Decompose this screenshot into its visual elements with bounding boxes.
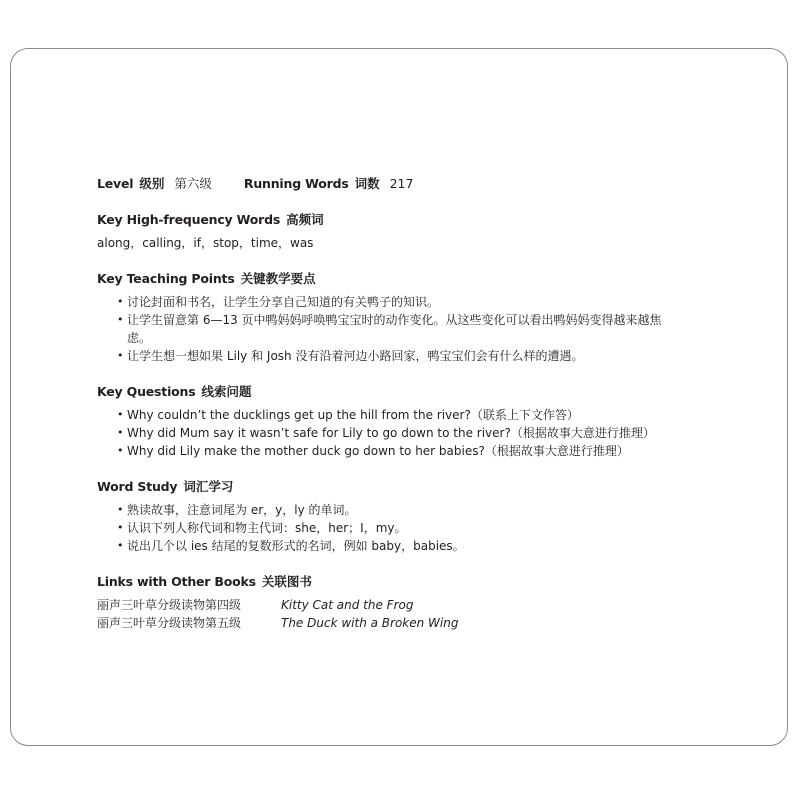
linked-book-series: 丽声三叶草分级读物第四级 bbox=[97, 598, 242, 612]
word-study-section bbox=[97, 478, 737, 555]
level-value: 第六级 bbox=[174, 176, 212, 191]
running-words-value: 217 bbox=[389, 176, 414, 191]
linked-book-row bbox=[97, 614, 737, 632]
list-item: • Why couldn’t the ducklings get up the hill from the river?（联系上下文作答） bbox=[119, 406, 667, 424]
teaching-points-section bbox=[97, 270, 737, 365]
word-study-heading bbox=[97, 478, 737, 496]
questions-title-en: Key Questions bbox=[97, 384, 196, 399]
list-item: • Why did Mum say it wasn’t safe for Lily to go down to the river?（根据故事大意进行推理） bbox=[119, 424, 667, 442]
questions-section bbox=[97, 383, 737, 460]
links-section bbox=[97, 573, 737, 632]
questions-title-zh: 线索问题 bbox=[201, 384, 252, 399]
links-title-zh: 关联图书 bbox=[261, 574, 312, 589]
questions-list bbox=[97, 406, 737, 460]
teaching-guide bbox=[97, 175, 737, 632]
high-frequency-words: along，calling，if，stop，time，was bbox=[97, 236, 314, 250]
links-title-en: Links with Other Books bbox=[97, 574, 256, 589]
linked-book-title: The Duck with a Broken Wing bbox=[281, 616, 459, 630]
teaching-points-heading bbox=[97, 270, 737, 288]
high-frequency-heading bbox=[97, 211, 737, 229]
high-frequency-title-en: Key High-frequency Words bbox=[97, 212, 281, 227]
list-item: • 认识下列人称代词和物主代词：she，her；I，my。 bbox=[119, 519, 667, 537]
linked-book-title: Kitty Cat and the Frog bbox=[281, 598, 414, 612]
level-group bbox=[97, 175, 212, 193]
list-item: • Why did Lily make the mother duck go down to her babies?（根据故事大意进行推理） bbox=[119, 442, 667, 460]
level-label-zh: 级别 bbox=[139, 176, 165, 191]
linked-book-series: 丽声三叶草分级读物第五级 bbox=[97, 616, 242, 630]
teaching-points-title-zh: 关键教学要点 bbox=[240, 271, 316, 286]
high-frequency-section bbox=[97, 211, 737, 252]
word-study-title-zh: 词汇学习 bbox=[183, 479, 234, 494]
meta-row bbox=[97, 175, 737, 193]
teaching-points-title-en: Key Teaching Points bbox=[97, 271, 235, 286]
teaching-points-list bbox=[97, 293, 737, 365]
level-label-en: Level bbox=[97, 176, 134, 191]
word-study-title-en: Word Study bbox=[97, 479, 178, 494]
list-item: • 让学生留意第 6—13 页中鸭妈妈呼唤鸭宝宝时的动作变化。从这些变化可以看出鸭妈妈变得越来越焦虑。 bbox=[119, 311, 667, 347]
linked-book-row bbox=[97, 596, 737, 614]
list-item: • 让学生想一想如果 Lily 和 Josh 没有沿着河边小路回家，鸭宝宝们会有什么样的遭遇。 bbox=[119, 347, 667, 365]
high-frequency-title-zh: 高频词 bbox=[286, 212, 324, 227]
running-words-label-zh: 词数 bbox=[354, 176, 380, 191]
list-item: • 熟读故事，注意词尾为 er，y，ly 的单词。 bbox=[119, 501, 667, 519]
list-item: • 讨论封面和书名，让学生分享自己知道的有关鸭子的知识。 bbox=[119, 293, 667, 311]
list-item: • 说出几个以 ies 结尾的复数形式的名词，例如 baby，babies。 bbox=[119, 537, 667, 555]
running-words-label-en: Running Words bbox=[243, 176, 349, 191]
links-heading bbox=[97, 573, 737, 591]
questions-heading bbox=[97, 383, 737, 401]
running-words-group bbox=[244, 175, 414, 193]
word-study-list bbox=[97, 501, 737, 555]
